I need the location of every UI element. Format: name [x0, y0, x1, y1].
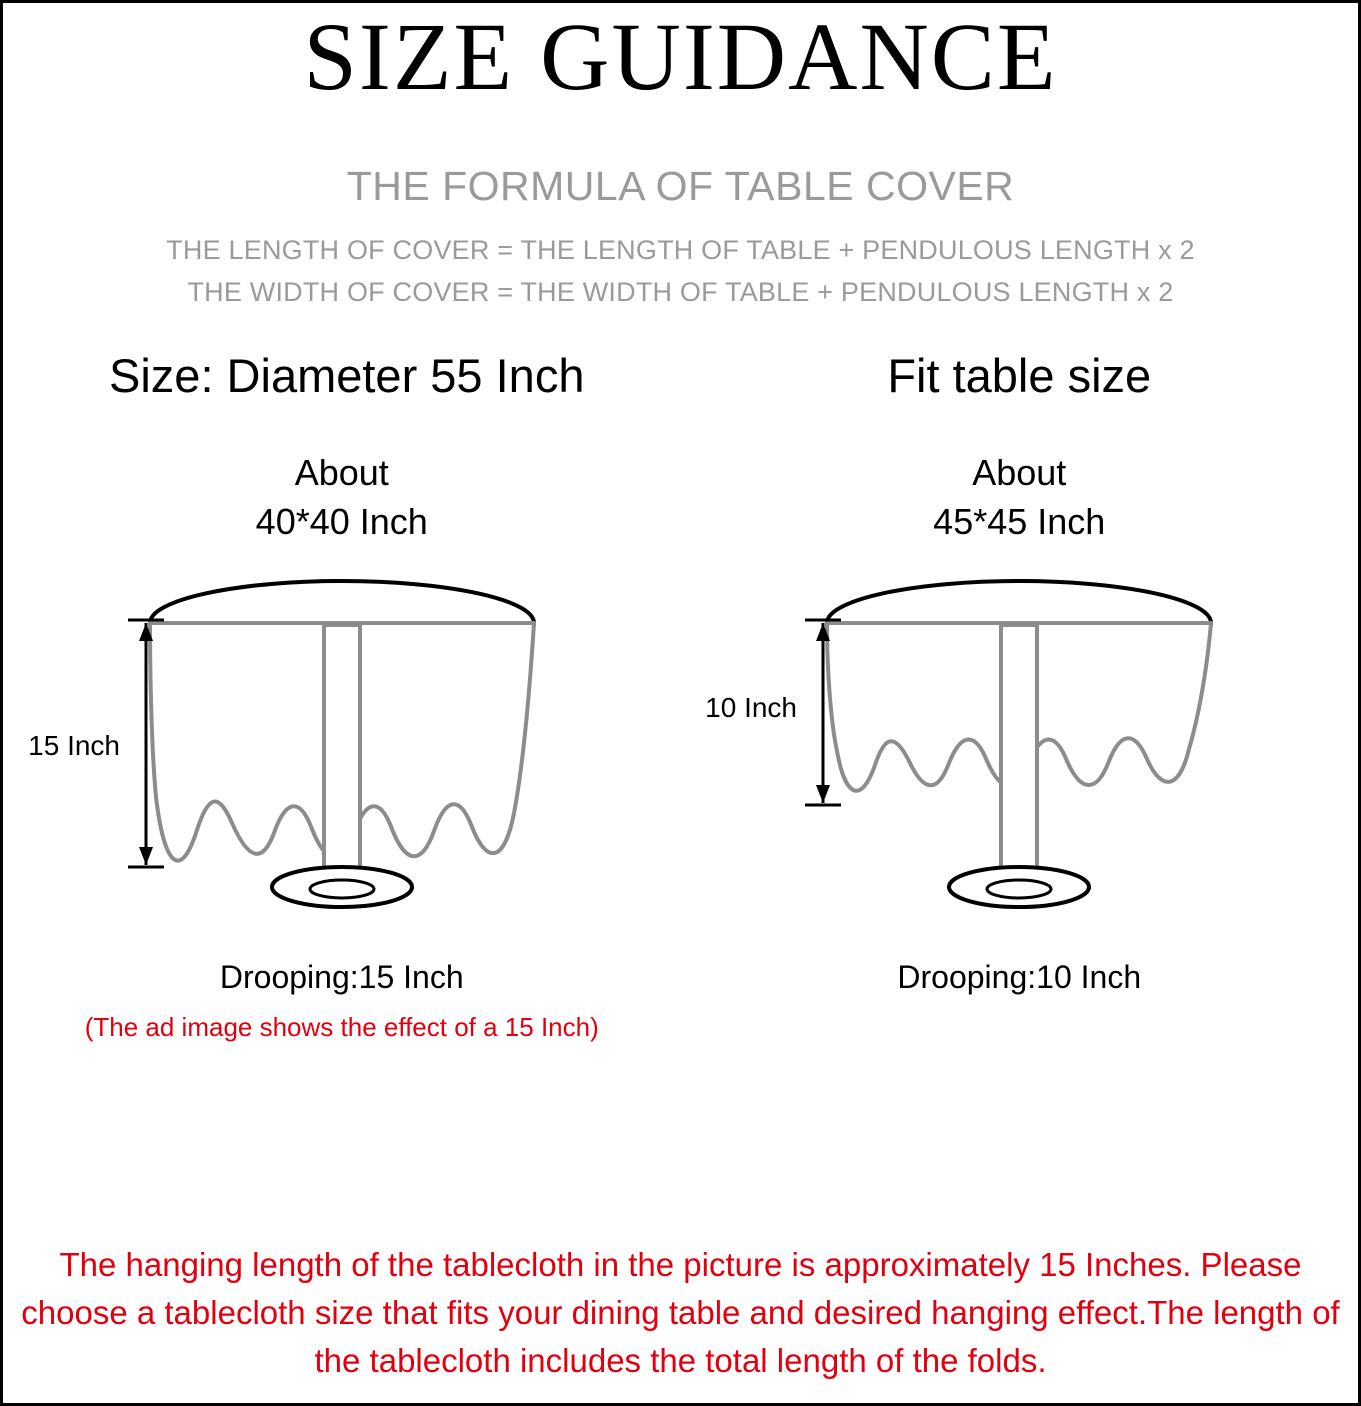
- formula-line-width: THE WIDTH OF COVER = THE WIDTH OF TABLE + PENDULOUS LENGTH x 2: [187, 276, 1174, 307]
- cover-ad-note: (The ad image shows the effect of a 15 Inch): [84, 1011, 599, 1042]
- fit-drop-dimension-label: 10 Inch: [705, 691, 798, 723]
- column-cover-size: [3, 350, 681, 1043]
- cover-drooping-label: Drooping:15 Inch: [219, 958, 464, 995]
- fit-table-figure: [681, 565, 1359, 955]
- cover-size-heading: Size: Diameter 55 Inch: [109, 348, 585, 402]
- formula-line-length: THE LENGTH OF COVER = THE LENGTH OF TABLE + PENDULOUS LENGTH x 2: [166, 235, 1195, 265]
- fit-about-block: [681, 449, 1359, 546]
- fit-drooping-label: Drooping:10 Inch: [897, 958, 1142, 995]
- cover-table-figure: [3, 565, 681, 955]
- cover-about-block: [3, 449, 681, 546]
- fit-about-value: 45*45 Inch: [933, 500, 1106, 542]
- cover-drop-dimension-label: 15 Inch: [27, 729, 120, 761]
- bottom-warning-note: The hanging length of the tablecloth in the picture is approximately 15 Inches. Please choose a tablecloth size that fits your dining table and desired hanging effect.The length of the tablecloth includes the total length of the folds.: [21, 1246, 1340, 1380]
- column-fit-table-size: [681, 350, 1359, 1043]
- fit-about-label: About: [972, 452, 1067, 494]
- formula-block: [3, 230, 1358, 314]
- round-table-with-long-cloth-illustration: [12, 565, 672, 955]
- cover-about-label: About: [294, 452, 389, 494]
- fit-table-heading: Fit table size: [887, 348, 1152, 402]
- formula-subtitle: THE FORMULA OF TABLE COVER: [346, 163, 1015, 209]
- cover-about-value: 40*40 Inch: [255, 500, 428, 542]
- page-title: SIZE GUIDANCE: [303, 3, 1058, 110]
- round-table-with-short-cloth-illustration: [689, 565, 1349, 955]
- size-columns: [3, 350, 1358, 1043]
